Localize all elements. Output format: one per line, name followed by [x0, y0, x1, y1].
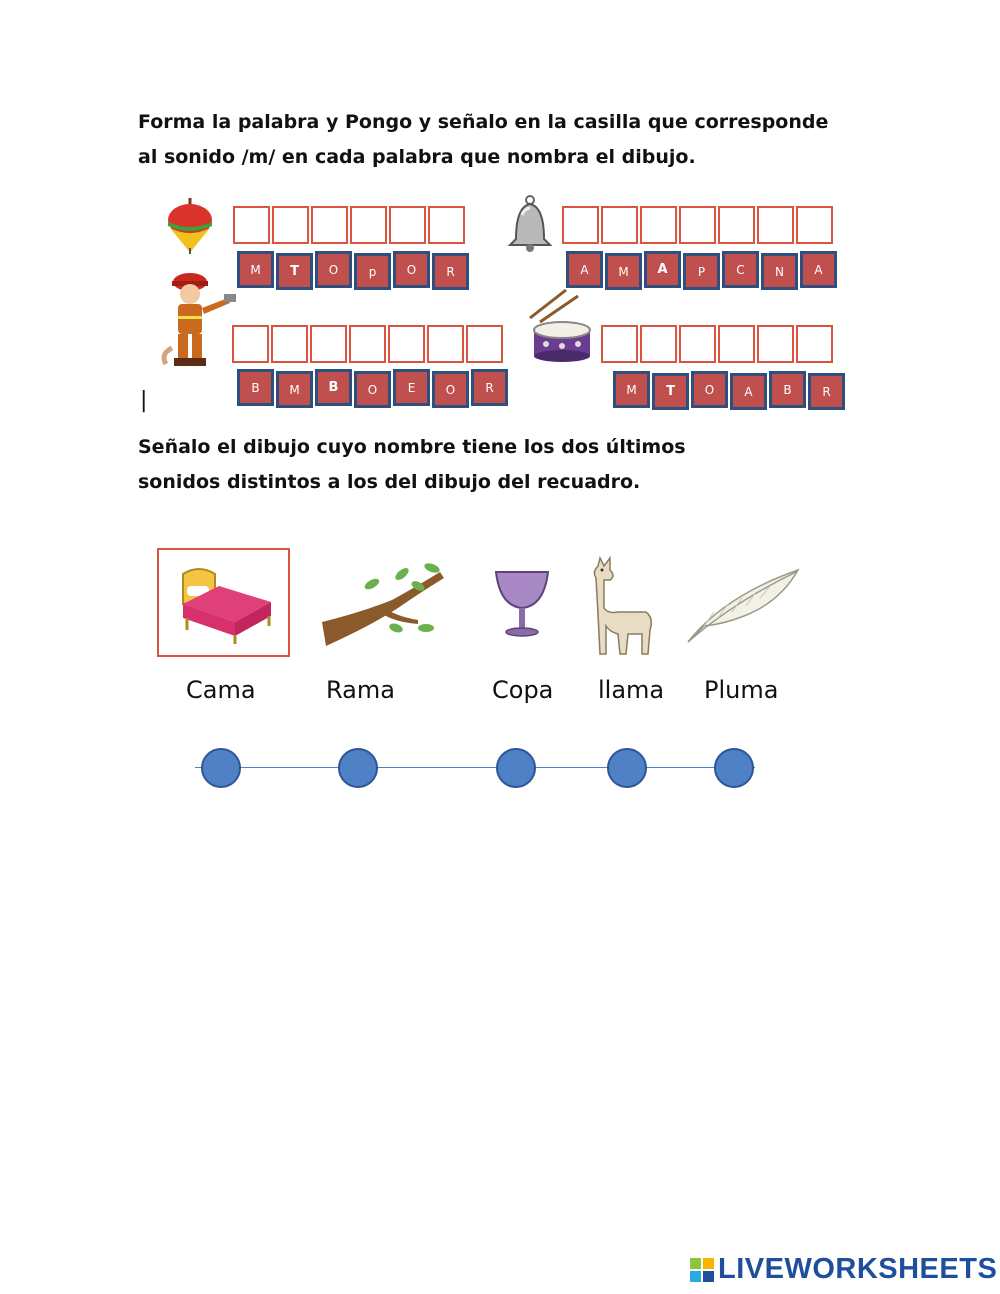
- bell-icon: [506, 195, 554, 257]
- letter-tile[interactable]: O: [354, 371, 391, 408]
- live-icon: [690, 1258, 714, 1282]
- answer-slot[interactable]: [310, 325, 347, 363]
- answer-slot[interactable]: [311, 206, 348, 244]
- firefighter-icon: [158, 268, 238, 376]
- choice-word-pluma: Pluma: [704, 676, 779, 704]
- answer-slot[interactable]: [232, 325, 269, 363]
- answer-slot[interactable]: [427, 325, 464, 363]
- answer-dot-rama[interactable]: [338, 748, 378, 788]
- answer-slot[interactable]: [718, 206, 755, 244]
- answer-slot[interactable]: [350, 206, 387, 244]
- drum-icon: [526, 286, 596, 366]
- reference-box: [157, 548, 290, 657]
- letter-tile[interactable]: B: [769, 371, 806, 408]
- choice-word-cama: Cama: [186, 676, 256, 704]
- answer-dot-copa[interactable]: [496, 748, 536, 788]
- letter-tile[interactable]: R: [808, 373, 845, 410]
- letter-tile[interactable]: M: [276, 371, 313, 408]
- bed-icon: [179, 564, 275, 648]
- answer-slot[interactable]: [601, 325, 638, 363]
- letter-tile[interactable]: T: [276, 253, 313, 290]
- letter-tile[interactable]: O: [393, 251, 430, 288]
- answer-dot-pluma[interactable]: [714, 748, 754, 788]
- answer-slot[interactable]: [640, 325, 677, 363]
- cup-icon[interactable]: [494, 568, 550, 642]
- logo-text: LIVEWORKSHEETS: [718, 1253, 998, 1285]
- llama-icon[interactable]: [588, 554, 656, 662]
- answer-slot[interactable]: [679, 206, 716, 244]
- letter-tile[interactable]: P: [683, 253, 720, 290]
- letter-tile[interactable]: O: [432, 371, 469, 408]
- letter-tile[interactable]: A: [800, 251, 837, 288]
- answer-slot[interactable]: [757, 206, 794, 244]
- letter-tile[interactable]: B: [237, 369, 274, 406]
- answer-dot-llama[interactable]: [607, 748, 647, 788]
- instruction-part1-line1: Forma la palabra y Pongo y señalo en la casilla que corresponde: [138, 111, 829, 133]
- choice-word-copa: Copa: [492, 676, 554, 704]
- answer-slot[interactable]: [233, 206, 270, 244]
- choice-word-rama: Rama: [326, 676, 395, 704]
- answer-slot[interactable]: [796, 206, 833, 244]
- answer-slot[interactable]: [757, 325, 794, 363]
- letter-tile[interactable]: C: [722, 251, 759, 288]
- answer-slot[interactable]: [640, 206, 677, 244]
- stray-mark: |: [140, 388, 148, 413]
- instruction-part2-line1: Señalo el dibujo cuyo nombre tiene los dos últimos: [138, 436, 686, 458]
- letter-tile[interactable]: A: [566, 251, 603, 288]
- letter-tile[interactable]: A: [730, 373, 767, 410]
- letter-tile[interactable]: B: [315, 369, 352, 406]
- feather-icon[interactable]: [684, 566, 802, 650]
- answer-slot[interactable]: [388, 325, 425, 363]
- answer-slot[interactable]: [389, 206, 426, 244]
- instruction-part2-line2: sonidos distintos a los del dibujo del recuadro.: [138, 471, 641, 493]
- letter-tile[interactable]: M: [237, 251, 274, 288]
- answer-line: [195, 767, 755, 768]
- answer-dot-cama[interactable]: [201, 748, 241, 788]
- letter-tile[interactable]: p: [354, 253, 391, 290]
- branch-icon[interactable]: [322, 562, 454, 652]
- letter-tile[interactable]: N: [761, 253, 798, 290]
- choice-word-llama: llama: [598, 676, 665, 704]
- answer-slot[interactable]: [679, 325, 716, 363]
- answer-slot[interactable]: [428, 206, 465, 244]
- letter-tile[interactable]: E: [393, 369, 430, 406]
- answer-slot[interactable]: [271, 325, 308, 363]
- letter-tile[interactable]: O: [315, 251, 352, 288]
- answer-slot[interactable]: [601, 206, 638, 244]
- letter-tile[interactable]: O: [691, 371, 728, 408]
- letter-tile[interactable]: T: [652, 373, 689, 410]
- answer-slot[interactable]: [349, 325, 386, 363]
- spinning-top-icon: [166, 198, 214, 258]
- instruction-part1-line2: al sonido /m/ en cada palabra que nombra el dibujo.: [138, 146, 696, 168]
- letter-tile[interactable]: R: [432, 253, 469, 290]
- liveworksheets-logo: [690, 1253, 997, 1286]
- letter-tile[interactable]: M: [605, 253, 642, 290]
- letter-tile[interactable]: A: [644, 251, 681, 288]
- answer-slot[interactable]: [718, 325, 755, 363]
- answer-slot[interactable]: [562, 206, 599, 244]
- letter-tile[interactable]: R: [471, 369, 508, 406]
- answer-slot[interactable]: [466, 325, 503, 363]
- answer-slot[interactable]: [796, 325, 833, 363]
- answer-slot[interactable]: [272, 206, 309, 244]
- letter-tile[interactable]: M: [613, 371, 650, 408]
